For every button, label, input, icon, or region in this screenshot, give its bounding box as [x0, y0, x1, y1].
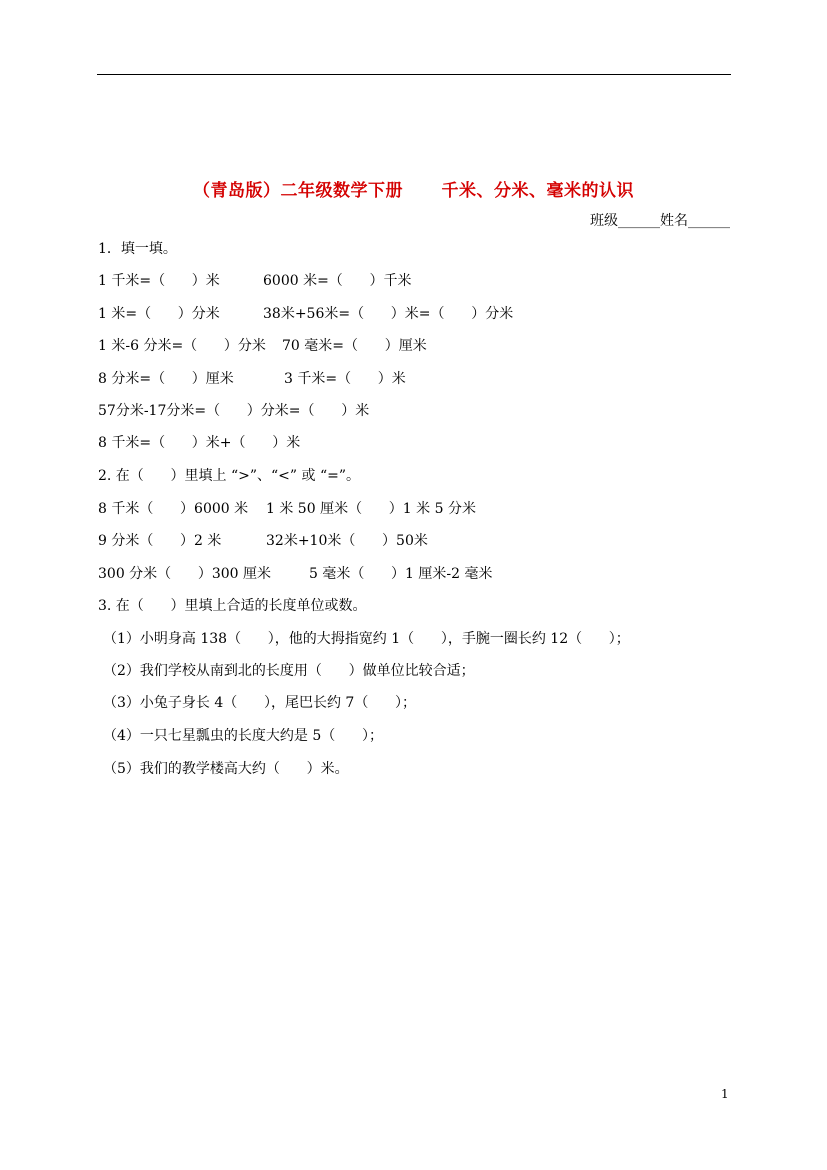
section-3-heading: 3. 在（ ）里填上合适的长度单位或数。	[98, 598, 367, 614]
question-1-1: 1 千米=（ ）米	[98, 273, 220, 289]
question-1-5: 1 米-6 分米=（ ）分米	[98, 338, 266, 354]
question-2-4: 32米+10米（ ）50米	[266, 533, 428, 549]
question-3-2: （2）我们学校从南到北的长度用（ ）做单位比较合适；	[103, 663, 475, 679]
question-1-7: 8 分米=（ ）厘米	[98, 371, 234, 387]
section-1-heading: 1．填一填。	[98, 241, 177, 257]
question-1-10: 8 千米=（ ）米+（ ）米	[98, 435, 301, 451]
question-2-3: 9 分米（ ）2 米	[98, 533, 222, 549]
question-1-9: 57分米-17分米=（ ）分米=（ ）米	[98, 403, 370, 419]
question-3-5: （5）我们的教学楼高大约（ ）米。	[103, 761, 349, 777]
page-title: （青岛版）二年级数学下册 千米、分米、毫米的认识	[192, 181, 634, 201]
question-1-4: 38米+56米=（ ）米=（ ）分米	[263, 306, 514, 322]
question-3-3: （3）小兔子身长 4（ ），尾巴长约 7（ ）；	[103, 695, 417, 711]
question-2-6: 5 毫米（ ）1 厘米-2 毫米	[309, 566, 493, 582]
question-2-5: 300 分米（ ）300 厘米	[98, 566, 272, 582]
question-1-8: 3 千米=（ ）米	[284, 371, 406, 387]
question-2-2: 1 米 50 厘米（ ）1 米 5 分米	[266, 501, 476, 517]
page-number: 1	[721, 1087, 729, 1101]
question-3-1: （1）小明身高 138（ ），他的大拇指宽约 1（ ），手腕一圈长约 12（ ）；	[103, 631, 630, 647]
question-1-6: 70 毫米=（ ）厘米	[282, 338, 427, 354]
header-rule	[97, 74, 731, 75]
question-1-3: 1 米=（ ）分米	[98, 306, 220, 322]
section-2-heading: 2. 在（ ）里填上 “>”、“<” 或 “=”。	[98, 468, 360, 484]
question-1-2: 6000 米=（ ）千米	[263, 273, 412, 289]
question-3-4: （4）一只七星瓢虫的长度大约是 5（ ）；	[103, 728, 383, 744]
question-2-1: 8 千米（ ）6000 米	[98, 501, 249, 517]
class-name-field: 班级______姓名______	[590, 213, 730, 229]
